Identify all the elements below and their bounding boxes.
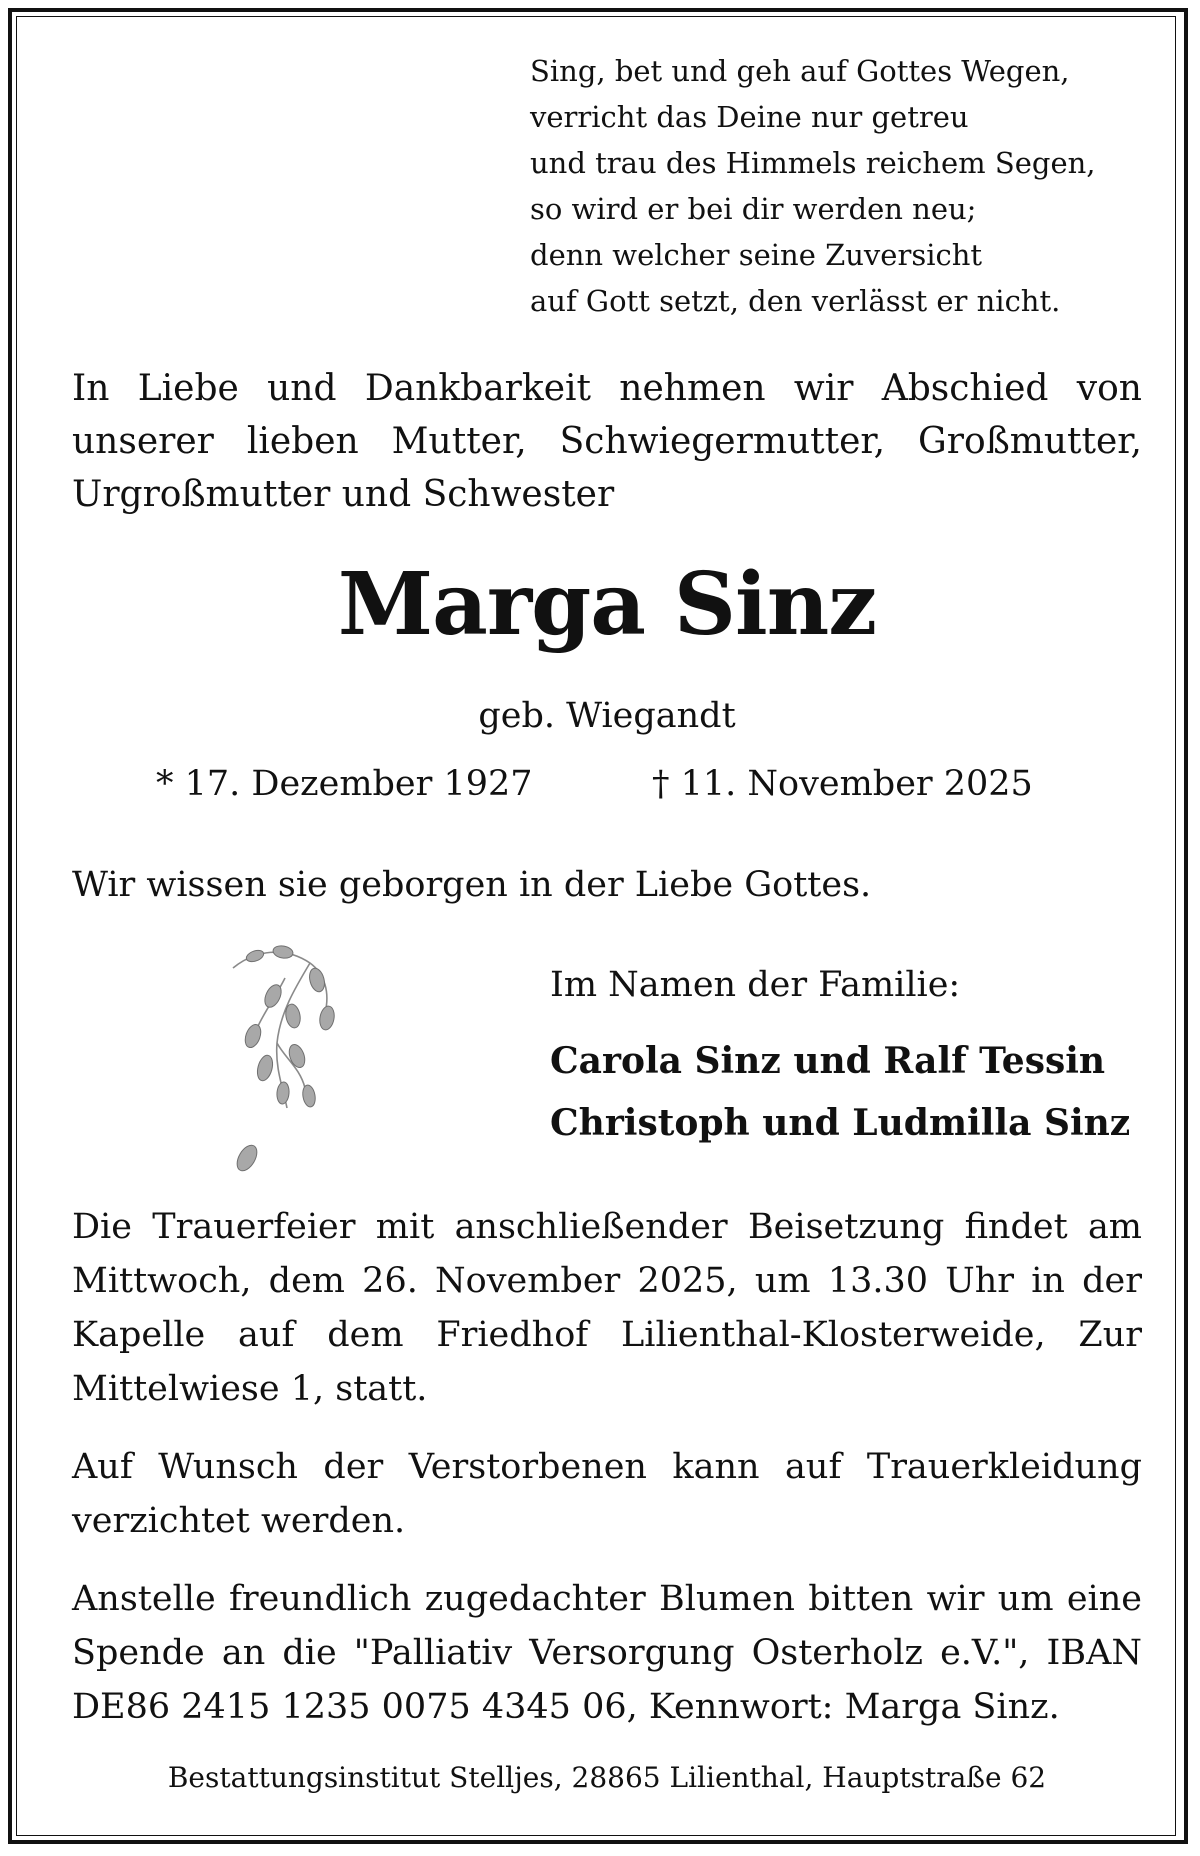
poem-line: denn welcher seine Zuversicht xyxy=(530,238,983,272)
funeral-details: Die Trauerfeier mit anschließender Beisetzung findet am Mittwoch, dem 26. November 2025, um 13.30 Uhr in der Kapelle auf dem Friedhof Lilienthal-Klosterweide, Zur Mittelwiese 1, statt. xyxy=(72,1207,1142,1409)
family-label: Im Namen der Familie: xyxy=(550,965,961,1005)
maiden-name: geb. Wiegandt xyxy=(478,696,736,736)
funeral-home-footer: Bestattungsinstitut Stelljes, 28865 Lilienthal, Hauptstraße 62 xyxy=(167,1761,1047,1794)
clothing-note: Auf Wunsch der Verstorbenen kann auf Trauerkleidung verzichtet werden. xyxy=(72,1447,1142,1541)
donation-note: Anstelle freundlich zugedachter Blumen bitten wir um eine Spende an die "Palliativ Versorgung Osterholz e.V.", IBAN DE86 2415 1235 0075 4345 06, Kennwort: Marga Sinz. xyxy=(72,1579,1142,1727)
poem-line: und trau des Himmels reichem Segen, xyxy=(530,146,1096,180)
faith-line: Wir wissen sie geborgen in der Liebe Gottes. xyxy=(72,865,872,905)
leaf-branch-icon xyxy=(225,938,355,1178)
poem-line: auf Gott setzt, den verlässt er nicht. xyxy=(530,284,1061,318)
family-name-line: Christoph und Ludmilla Sinz xyxy=(550,1102,1131,1144)
poem-line: Sing, bet und geh auf Gottes Wegen, xyxy=(530,54,1070,88)
family-name-line: Carola Sinz und Ralf Tessin xyxy=(550,1040,1106,1082)
poem-line: verricht das Deine nur getreu xyxy=(530,100,969,134)
deceased-name: Marga Sinz xyxy=(337,554,877,655)
birth-date: * 17. Dezember 1927 xyxy=(156,764,533,804)
intro-text: In Liebe und Dankbarkeit nehmen wir Abschied von unserer lieben Mutter, Schwiegermutter, Großmutter, Urgroßmutter und Schwester xyxy=(72,368,1142,515)
family-names xyxy=(550,1030,1130,1154)
poem xyxy=(530,48,1150,324)
poem-line: so wird er bei dir werden neu; xyxy=(530,192,977,226)
death-date: † 11. November 2025 xyxy=(652,764,1033,804)
